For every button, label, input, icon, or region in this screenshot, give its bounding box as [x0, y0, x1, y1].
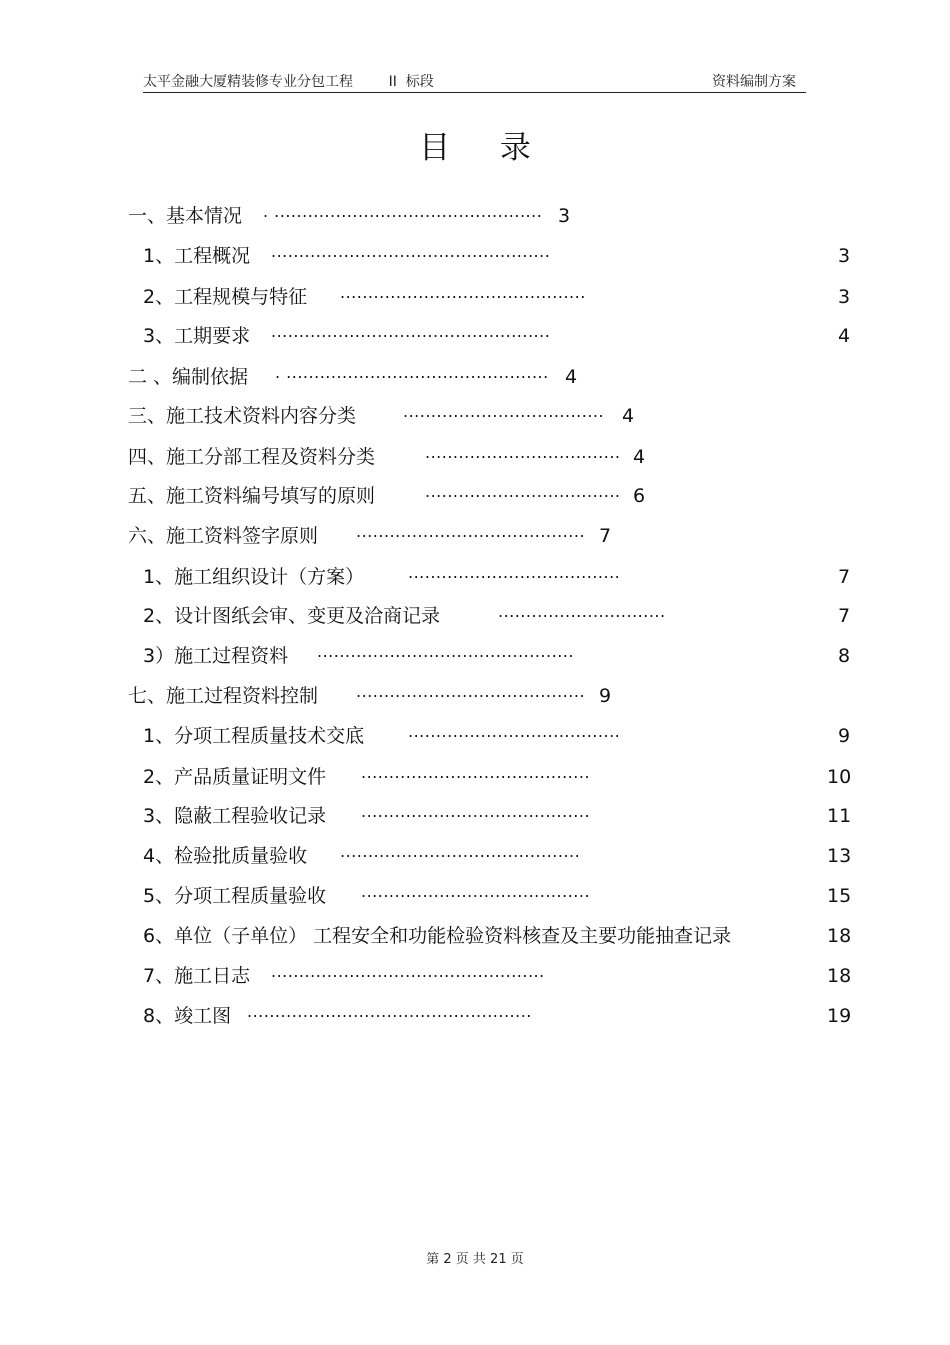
toc-entry[interactable] — [143, 603, 850, 629]
page-header — [143, 70, 806, 93]
toc-entry[interactable] — [143, 764, 850, 790]
toc-entry-leader-dots: ......................................... — [356, 522, 586, 541]
toc-entry-page-number: 7 — [838, 605, 851, 627]
toc-entry-leader-dots: ................................... — [425, 482, 621, 501]
toc-entry[interactable] — [143, 883, 850, 909]
toc-entry-label: 七、施工过程资料控制 — [128, 685, 319, 707]
page-title: 目 录 — [419, 130, 551, 166]
toc-entry-label: 3、工期要求 — [143, 325, 251, 347]
toc-entry[interactable] — [143, 923, 850, 949]
toc-entry-page-number: 4 — [633, 446, 646, 468]
toc-entry-label: 一、基本情况 — [128, 205, 243, 227]
toc-entry-page-number: 8 — [838, 645, 851, 667]
toc-entry-page-number: 6 — [633, 485, 646, 507]
toc-entry-leader-dots: . ................................................ — [263, 202, 543, 221]
toc-entry-leader-dots: .................................................. — [271, 322, 551, 341]
toc-entry-leader-dots: .............................. — [498, 602, 666, 621]
toc-entry-label: 1、施工组织设计（方案） — [143, 566, 365, 588]
toc-entry-leader-dots: ................................... — [425, 443, 621, 462]
toc-entry[interactable] — [143, 843, 850, 869]
toc-entry[interactable] — [143, 643, 850, 669]
toc-entry[interactable] — [143, 803, 850, 829]
toc-entry[interactable] — [128, 683, 850, 709]
toc-entry-label: 8、竣工图 — [143, 1005, 232, 1027]
toc-entry-leader-dots: ...................................... — [408, 722, 621, 741]
toc-entry-label: 3）施工过程资料 — [143, 645, 289, 667]
page-footer: 第 2 页 共 21 页 — [426, 1252, 524, 1267]
toc-entry[interactable] — [143, 564, 850, 590]
toc-entry-leader-dots: ................................................... — [247, 1002, 532, 1021]
toc-entry-page-number: 4 — [838, 325, 851, 347]
toc-entry-label: 2、设计图纸会审、变更及洽商记录 — [143, 605, 441, 627]
toc-entry-leader-dots: .................................... — [403, 402, 605, 421]
toc-entry[interactable] — [143, 963, 850, 989]
toc-entry-page-number: 13 — [827, 845, 852, 867]
toc-entry-page-number: 7 — [838, 566, 851, 588]
toc-entry-leader-dots: ......................................... — [361, 763, 591, 782]
header-project-title: 太平金融大厦精装修专业分包工程 II 标段 — [143, 74, 434, 90]
toc-entry-page-number: 19 — [827, 1005, 852, 1027]
toc-entry[interactable] — [128, 483, 850, 509]
toc-entry-leader-dots: ........................................... — [340, 842, 581, 861]
toc-entry-page-number: 9 — [838, 725, 851, 747]
toc-entry-leader-dots: ......................................... — [361, 802, 591, 821]
toc-entry-page-number: 4 — [565, 366, 578, 388]
toc-entry-page-number: 4 — [622, 405, 635, 427]
toc-entry-page-number: 3 — [558, 205, 571, 227]
toc-entry-label: 7、施工日志 — [143, 965, 251, 987]
toc-entry-label: 三、施工技术资料内容分类 — [128, 405, 357, 427]
toc-entry-page-number: 15 — [827, 885, 852, 907]
toc-entry-label: 二 、编制依据 — [128, 366, 249, 388]
toc-entry[interactable] — [128, 403, 850, 429]
header-document-name: 资料编制方案 — [712, 74, 796, 90]
toc-entry-leader-dots: ...................................... — [408, 563, 621, 582]
toc-entry-label: 四、施工分部工程及资料分类 — [128, 446, 376, 468]
toc-entry-label: 6、单位（子单位） 工程安全和功能检验资料核查及主要功能抽查记录 — [143, 925, 732, 947]
toc-entry-label: 4、检验批质量验收 — [143, 845, 308, 867]
toc-entry-page-number: 10 — [827, 766, 852, 788]
toc-entry[interactable] — [143, 284, 850, 310]
toc-entry-leader-dots: ............................................ — [340, 283, 586, 302]
toc-entry[interactable] — [143, 1003, 850, 1029]
toc-entry[interactable] — [143, 243, 850, 269]
toc-entry-label: 1、分项工程质量技术交底 — [143, 725, 365, 747]
toc-entry-label: 六、施工资料签字原则 — [128, 525, 319, 547]
toc-entry-leader-dots: .................................................. — [271, 242, 551, 261]
toc-entry[interactable] — [143, 323, 850, 349]
toc-entry-leader-dots: ................................................. — [271, 962, 545, 981]
toc-entry-page-number: 3 — [838, 286, 851, 308]
toc-entry[interactable] — [143, 723, 850, 749]
toc-entry[interactable] — [128, 203, 850, 229]
toc-entry-leader-dots: ......................................... — [356, 682, 586, 701]
toc-entry-label: 2、产品质量证明文件 — [143, 766, 327, 788]
toc-entry-page-number: 18 — [827, 925, 852, 947]
toc-entry-page-number: 3 — [838, 245, 851, 267]
toc-entry-label: 五、施工资料编号填写的原则 — [128, 485, 376, 507]
toc-entry-label: 3、隐蔽工程验收记录 — [143, 805, 327, 827]
toc-entry-leader-dots: ......................................... — [361, 882, 591, 901]
toc-entry[interactable] — [128, 523, 850, 549]
toc-entry-label: 1、工程概况 — [143, 245, 251, 267]
toc-entry-page-number: 18 — [827, 965, 852, 987]
toc-entry[interactable] — [128, 444, 850, 470]
toc-entry-label: 2、工程规模与特征 — [143, 286, 308, 308]
toc-entry-label: 5、分项工程质量验收 — [143, 885, 327, 907]
toc-entry-page-number: 11 — [827, 805, 852, 827]
toc-entry[interactable] — [128, 364, 850, 390]
toc-entry-page-number: 9 — [599, 685, 612, 707]
toc-entry-page-number: 7 — [599, 525, 612, 547]
toc-entry-leader-dots: . ............................................... — [275, 363, 549, 382]
toc-entry-leader-dots: .............................................. — [317, 642, 574, 661]
